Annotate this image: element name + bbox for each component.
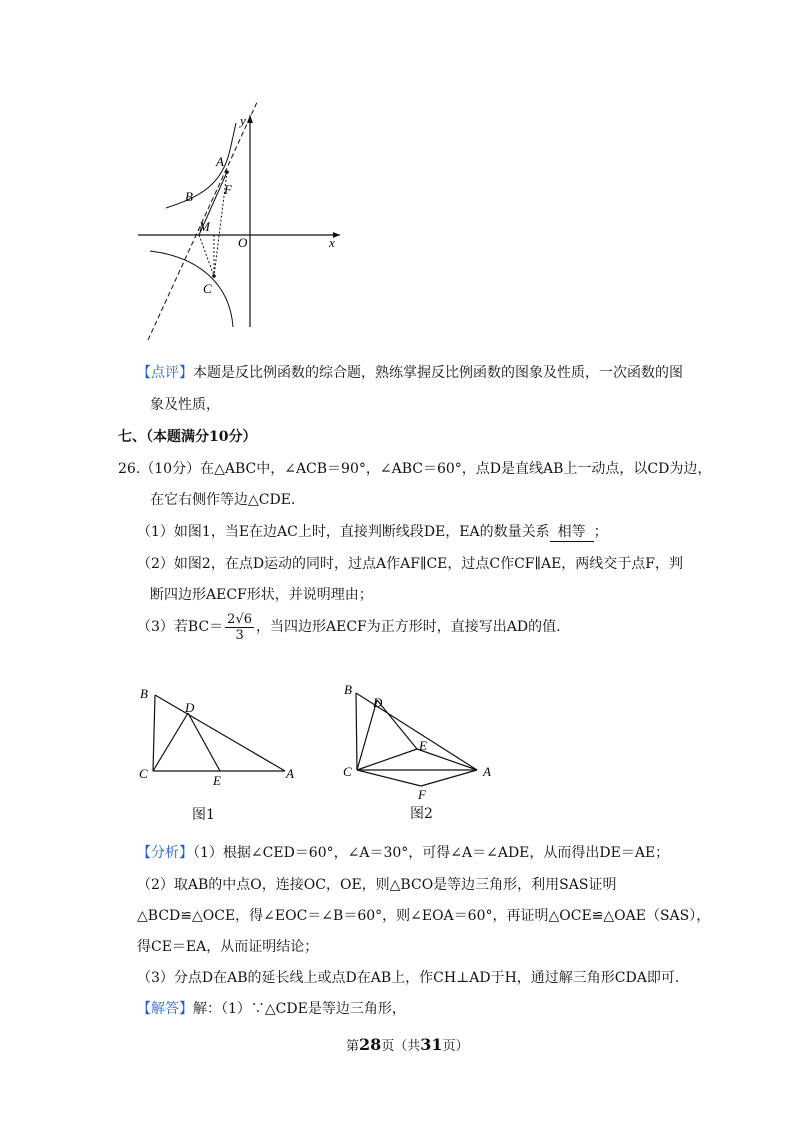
fraction-numerator: 2√6 [227,611,252,627]
footer-pre: 第 [346,1039,360,1054]
fig1-label-a: A [286,766,294,781]
question-1 [137,523,608,542]
page-footer [346,1036,469,1056]
footer-mid: 页（共 [381,1039,421,1054]
fig2-label-e: E [419,738,427,753]
segment-fa [421,770,477,786]
question-3 [137,611,561,643]
segment-mc [199,235,214,276]
analysis-tag: 【分析】 [137,845,193,861]
fig2-label-b: B [344,682,352,697]
fig1-label-c: C [139,766,148,781]
review-tag: 【点评】 [137,365,193,381]
figure-1-caption: 图1 [192,807,215,823]
label-m: M [199,219,210,234]
label-y: y [240,113,246,128]
label-o: O [238,235,248,250]
point-c [212,274,216,278]
answer-blank: 相等 [550,523,594,542]
question-3-suffix: ，当四边形AECF为正方形时，直接写出AD的值. [256,619,561,635]
fig2-label-a: A [483,764,491,779]
y-axis-arrow [247,115,253,123]
analysis-line-1 [137,844,669,862]
solution-line [137,1000,406,1018]
review-line-2: 象及性质， [150,397,220,413]
fig1-label-e: E [213,773,221,788]
segment-ce [357,749,417,770]
figure-1 [135,683,310,793]
footer-post: 页） [442,1039,469,1054]
label-b: B [185,189,193,204]
review-line-1 [137,364,683,382]
analysis-line-2: （2）取AB的中点O，连接OC，OE，则△BCO是等边三角形，利用SAS证明 [137,877,617,893]
section-heading: 七、（本题满分10分） [118,429,257,445]
solution-text: 解：（1）∵△CDE是等边三角形， [193,1001,406,1017]
segment-cd [357,700,377,770]
solution-tag: 【解答】 [137,1001,193,1017]
total-pages: 31 [420,1035,443,1054]
review-text-1: 本题是反比例函数的综合题，熟练掌握反比例函数的图象及性质，一次函数的图 [193,365,683,381]
analysis-text-1: （1）根据∠CED＝60°，∠A＝30°，可得∠A＝∠ADE，从而得出DE＝AE； [193,845,670,861]
analysis-line-5: （3）分点D在AB的延长线上或点D在AB上，作CH⊥AD于H，通过解三角形CDA即可. [137,970,680,986]
hyperbola-lower-branch [150,251,233,327]
question-3-text: （3）若BC＝ [137,619,224,635]
segment-bc [153,695,155,771]
segment-ba [155,695,285,771]
segment-de [377,700,417,749]
label-c: C [203,281,212,296]
segment-bc [356,693,357,770]
question-1-text: （1）如图1，当E在边AC上时，直接判断线段DE，EA的数量关系 [137,524,550,540]
figure-2 [335,678,510,803]
fig2-label-d: D [373,695,383,710]
page-number: 28 [359,1035,382,1054]
question-1-suffix: ； [593,524,608,540]
analysis-line-4: 得CE＝EA，从而证明结论； [137,939,319,955]
question-2-line-2: 断四边形AECF形状，并说明理由； [150,587,373,603]
segment-cd [153,713,188,771]
fig2-label-f: F [418,787,426,802]
fraction-bc [225,612,254,643]
label-a: A [216,154,224,169]
figure-2-caption: 图2 [410,806,433,822]
problem-line-2: 在它右侧作等边△CDE. [150,492,296,508]
label-f: F [224,182,232,197]
segment-de [188,713,220,771]
segment-cf [357,770,421,786]
question-2-line-1: （2）如图2，在点D运动的同时，过点A作AF∥CE，过点C作CF∥AE，两线交于点F，判 [137,556,684,572]
label-x: x [329,235,335,250]
fig1-label-d: D [185,700,195,715]
fraction-denominator: 3 [235,627,244,643]
function-graph-figure [130,95,360,340]
problem-line-1: 26.（10分）在△ABC中，∠ACB＝90°，∠ABC＝60°，点D是直线AB上一动点，以CD为边， [118,461,712,477]
point-f [225,170,229,174]
fig1-label-b: B [140,686,148,701]
analysis-line-3: △BCD≌△OCE，得∠EOC＝∠B＝60°，则∠EOA＝60°，再证明△OCE≌△OAE（SAS）， [137,908,711,924]
fig2-label-c: C [343,764,352,779]
